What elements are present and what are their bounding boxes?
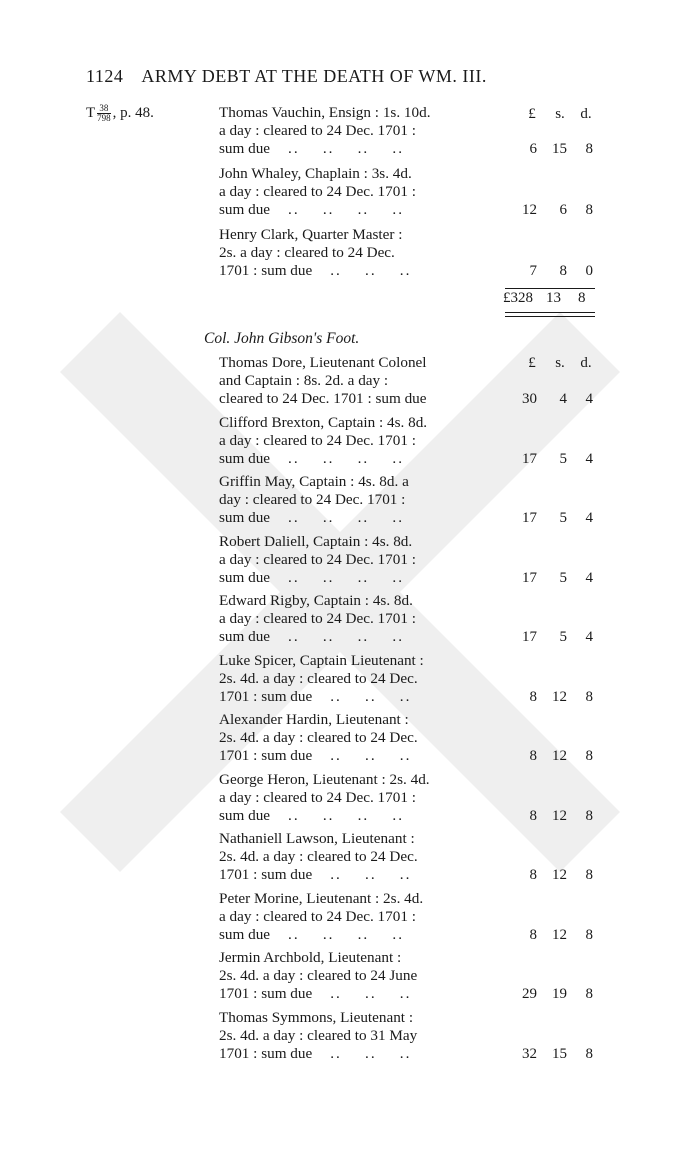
- leader-dots: .. .. .. ..: [288, 925, 404, 943]
- entry-amount: [219, 986, 599, 1004]
- amount-pence: 8: [585, 867, 593, 884]
- ledger-entry: [219, 592, 599, 647]
- entry-text-line: a day : cleared to 24 Dec. 1701 :: [219, 907, 416, 925]
- leader-dots: .. .. .. ..: [288, 449, 404, 467]
- amount-pence: 4: [585, 510, 593, 527]
- amount-pence: 8: [585, 688, 593, 705]
- amount-pounds: 7: [529, 263, 537, 280]
- amount-pence: 8: [585, 807, 593, 824]
- entry-text-line: a day : cleared to 24 Dec. 1701 :: [219, 431, 416, 449]
- amount-pence: 0: [585, 263, 593, 280]
- entry-text-last: sum due: [219, 568, 271, 586]
- amount-shillings: 8: [559, 263, 567, 280]
- ledger-entry: [219, 226, 599, 281]
- amount-shillings: 12: [552, 688, 567, 705]
- amount-shillings: 5: [559, 629, 567, 646]
- ledger-entry: [219, 652, 599, 707]
- entry-amount: [219, 141, 599, 159]
- leader-dots: .. .. .. ..: [288, 568, 404, 586]
- entry-text-last: 1701 : sum due: [219, 866, 313, 884]
- page-title: ARMY DEBT AT THE DEATH OF WM. III.: [141, 66, 487, 86]
- amount-shillings: 5: [559, 569, 567, 586]
- amount-shillings: 15: [552, 141, 567, 158]
- amount-shillings: 6: [559, 202, 567, 219]
- col-shillings: s.: [555, 106, 565, 122]
- entry-text-line: Edward Rigby, Captain : 4s. 8d.: [219, 592, 413, 609]
- leader-dots: .. .. ..: [330, 866, 412, 884]
- ledger-entry: [219, 949, 599, 1004]
- entry-amount: [219, 202, 599, 220]
- entry-amount: [219, 867, 599, 885]
- amount-shillings: 12: [552, 748, 567, 765]
- entry-text-line: Griffin May, Captain : 4s. 8d. a: [219, 473, 409, 490]
- amount-pounds: 17: [522, 450, 537, 467]
- amount-pence: 8: [585, 748, 593, 765]
- amount-pence: 4: [585, 450, 593, 467]
- entry-text-line: a day : cleared to 24 Dec. 1701 :: [219, 610, 416, 628]
- amount-pounds: 6: [529, 141, 537, 158]
- total-rule-lower: [505, 316, 595, 317]
- entry-text-line: Clifford Brexton, Captain : 4s. 8d.: [219, 413, 428, 431]
- entry-text-line: Jermin Archbold, Lieutenant :: [219, 949, 402, 966]
- leader-dots: .. .. ..: [330, 262, 412, 280]
- entry-text-line: Peter Morine, Lieutenant : 2s. 4d.: [219, 889, 424, 907]
- entry-text-line: 2s. 4d. a day : cleared to 24 Dec.: [219, 729, 418, 747]
- source-reference: [86, 104, 154, 123]
- leader-dots: .. .. .. ..: [288, 628, 404, 646]
- entry-text-line: day : cleared to 24 Dec. 1701 :: [219, 491, 406, 509]
- ledger-entry: [219, 771, 599, 826]
- leader-dots: .. .. .. ..: [288, 509, 404, 527]
- total-pence: 8: [578, 290, 586, 306]
- amount-shillings: 4: [559, 391, 567, 408]
- leader-dots: .. .. .. ..: [288, 806, 404, 824]
- entry-text-line: Alexander Hardin, Lieutenant :: [219, 711, 409, 728]
- amount-pence: 4: [585, 391, 593, 408]
- amount-pence: 8: [585, 986, 593, 1003]
- amount-shillings: 5: [559, 450, 567, 467]
- entry-amount: [219, 391, 599, 409]
- entry-text-line: Thomas Dore, Lieutenant Colonel: [219, 354, 427, 371]
- entry-text-line: a day : cleared to 24 Dec. 1701 :: [219, 183, 416, 201]
- leader-dots: .. .. ..: [330, 747, 412, 765]
- entry-amount: [219, 1045, 599, 1063]
- col-pounds-2: £: [528, 355, 536, 371]
- total-shillings: 13: [546, 290, 561, 306]
- entry-text-line: George Heron, Lieutenant : 2s. 4d.: [219, 770, 430, 788]
- reference-fraction: [97, 104, 111, 123]
- entry-text-line: a day : cleared to 24 Dec. 1701 :: [219, 122, 416, 140]
- reference-prefix: T: [86, 104, 96, 121]
- ledger-entry: [219, 473, 599, 528]
- entry-text-last: sum due: [219, 140, 271, 158]
- entry-text-line: 2s. 4d. a day : cleared to 24 Dec.: [219, 848, 418, 866]
- entry-amount: [219, 748, 599, 766]
- entry-amount: [219, 450, 599, 468]
- amount-pounds: 8: [529, 867, 537, 884]
- entry-text-last: sum due: [219, 628, 271, 646]
- amount-pounds: 17: [522, 569, 537, 586]
- entry-text-line: 2s. a day : cleared to 24 Dec.: [219, 244, 395, 262]
- entry-text-last: sum due: [219, 925, 271, 943]
- amount-pounds: 17: [522, 629, 537, 646]
- amount-pounds: 8: [529, 748, 537, 765]
- entry-text-last: sum due: [219, 509, 271, 527]
- entry-text-line: a day : cleared to 24 Dec. 1701 :: [219, 550, 416, 568]
- entry-amount: [219, 629, 599, 647]
- entry-text-line: Nathaniell Lawson, Lieutenant :: [219, 830, 415, 847]
- entry-amount: [219, 263, 599, 281]
- entry-text-line: and Captain : 8s. 2d. a day :: [219, 372, 389, 390]
- ledger-entry: [219, 711, 599, 766]
- regiment-heading: Col. John Gibson's Foot.: [204, 330, 360, 347]
- running-header: [86, 66, 487, 87]
- entry-text-line: Thomas Vauchin, Ensign : 1s. 10d.: [219, 104, 431, 121]
- amount-pence: 8: [585, 926, 593, 943]
- col-pence-2: d.: [580, 355, 592, 371]
- entry-text-line: cleared to 24 Dec. 1701 : sum due: [219, 390, 427, 408]
- amount-pounds: 12: [522, 202, 537, 219]
- amount-shillings: 5: [559, 510, 567, 527]
- entry-text-line: Robert Daliell, Captain : 4s. 8d.: [219, 532, 413, 550]
- entry-text-last: 1701 : sum due: [219, 747, 313, 765]
- entry-text-last: 1701 : sum due: [219, 1044, 313, 1062]
- entry-text-line: Luke Spicer, Captain Lieutenant :: [219, 651, 424, 669]
- entry-text-line: John Whaley, Chaplain : 3s. 4d.: [219, 165, 412, 182]
- ledger-entry: [219, 354, 599, 409]
- reference-suffix: , p. 48.: [112, 104, 154, 121]
- leader-dots: .. .. ..: [330, 687, 412, 705]
- subtotal-rule: [505, 288, 595, 289]
- entry-text-line: a day : cleared to 24 Dec. 1701 :: [219, 788, 416, 806]
- entry-text-last: 1701 : sum due: [219, 985, 313, 1003]
- entry-amount: [219, 510, 599, 528]
- ledger-entry: [219, 890, 599, 945]
- ledger-entry: [219, 165, 599, 220]
- entry-text-line: 2s. 4d. a day : cleared to 24 Dec.: [219, 669, 418, 687]
- entry-text-last: 1701 : sum due: [219, 687, 313, 705]
- amount-shillings: 12: [552, 807, 567, 824]
- reference-denominator: 798: [97, 113, 111, 123]
- amount-pence: 4: [585, 569, 593, 586]
- ledger-entry: [219, 830, 599, 885]
- amount-pounds: 8: [529, 688, 537, 705]
- entry-text-last: 1701 : sum due: [219, 262, 313, 280]
- amount-pence: 4: [585, 629, 593, 646]
- col-pounds: £: [528, 106, 536, 122]
- entry-text-last: sum due: [219, 449, 271, 467]
- amount-shillings: 12: [552, 926, 567, 943]
- reference-numerator: 38: [97, 104, 111, 114]
- leader-dots: .. .. ..: [330, 1044, 412, 1062]
- col-shillings-2: s.: [555, 355, 565, 371]
- leader-dots: .. .. .. ..: [288, 140, 404, 158]
- total-rule-upper: [505, 312, 595, 313]
- amount-shillings: 15: [552, 1045, 567, 1062]
- ledger-entry: [219, 104, 599, 159]
- entry-text-line: 2s. 4d. a day : cleared to 24 June: [219, 967, 418, 985]
- amount-pounds: 8: [529, 926, 537, 943]
- ledger-entry: [219, 533, 599, 588]
- amount-pence: 8: [585, 202, 593, 219]
- leader-dots: .. .. .. ..: [288, 201, 404, 219]
- entry-amount: [219, 688, 599, 706]
- amount-pounds: 17: [522, 510, 537, 527]
- entry-text-last: sum due: [219, 806, 271, 824]
- ledger-entry: [219, 1009, 599, 1064]
- entry-text-line: 2s. 4d. a day : cleared to 31 May: [219, 1026, 418, 1044]
- amount-pounds: 32: [522, 1045, 537, 1062]
- entry-text-last: sum due: [219, 201, 271, 219]
- entry-amount: [219, 569, 599, 587]
- col-pence: d.: [580, 106, 592, 122]
- amount-pence: 8: [585, 1045, 593, 1062]
- total-pounds: £328: [503, 290, 533, 306]
- entry-text-line: Thomas Symmons, Lieutenant :: [219, 1008, 414, 1026]
- amount-pence: 8: [585, 141, 593, 158]
- amount-shillings: 19: [552, 986, 567, 1003]
- amount-pounds: 29: [522, 986, 537, 1003]
- ledger-entry: [219, 414, 599, 469]
- entry-amount: [219, 807, 599, 825]
- amount-pounds: 8: [529, 807, 537, 824]
- page-number: 1124: [86, 66, 124, 86]
- amount-shillings: 12: [552, 867, 567, 884]
- leader-dots: .. .. ..: [330, 985, 412, 1003]
- amount-pounds: 30: [522, 391, 537, 408]
- entry-text-line: Henry Clark, Quarter Master :: [219, 226, 403, 243]
- entry-amount: [219, 926, 599, 944]
